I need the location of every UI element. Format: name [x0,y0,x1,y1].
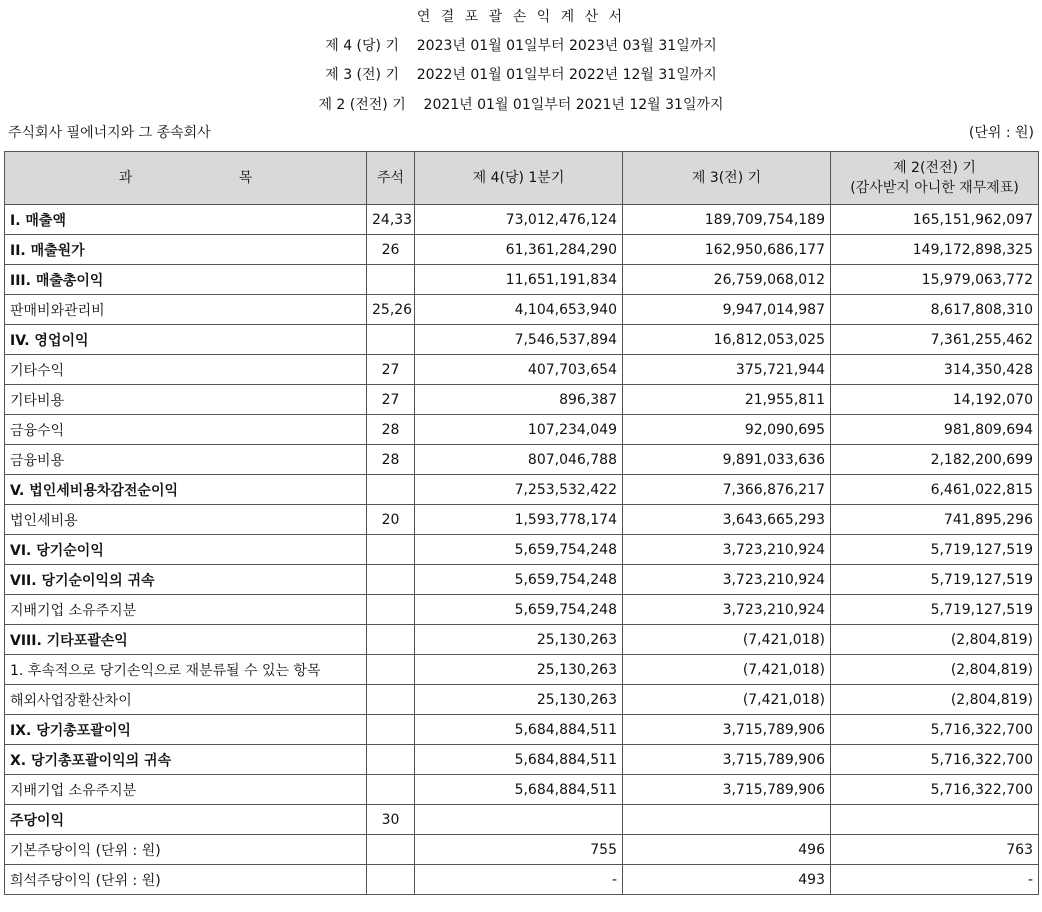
period-prior: 제 3 (전) 기 2022년 01월 01일부터 2022년 12월 31일까지 [325,67,717,83]
row-subject: VII. 당기순이익의 귀속 [5,565,367,595]
row-prior2-value: 981,809,694 [831,415,1039,445]
row-prior2-value: 5,716,322,700 [831,775,1039,805]
row-prior-value: 496 [623,835,831,865]
row-prior-value: 189,709,754,189 [623,205,831,235]
table-row [5,655,1039,685]
table-row [5,355,1039,385]
row-prior-value: 9,947,014,987 [623,295,831,325]
table-row [5,715,1039,745]
row-note [367,835,415,865]
row-subject: 금융비용 [5,445,367,475]
row-prior-value: 3,723,210,924 [623,535,831,565]
col-prior: 제 3(전) 기 [623,152,831,205]
col-subject: 과 목 [5,152,367,205]
row-prior2-value: (2,804,819) [831,655,1039,685]
row-current-value: 107,234,049 [415,415,623,445]
row-prior2-value: 5,719,127,519 [831,565,1039,595]
table-row [5,205,1039,235]
table-row [5,535,1039,565]
row-prior-value: 21,955,811 [623,385,831,415]
row-current-value [415,805,623,835]
period-current: 제 4 (당) 기 2023년 01월 01일부터 2023년 03월 31일까지 [325,38,717,54]
col-current: 제 4(당) 1분기 [415,152,623,205]
row-prior2-value: 5,716,322,700 [831,745,1039,775]
table-row [5,325,1039,355]
income-statement-table [4,151,1039,895]
row-current-value: 5,659,754,248 [415,535,623,565]
row-prior-value: (7,421,018) [623,625,831,655]
table-row [5,625,1039,655]
row-note: 25,26 [367,295,415,325]
row-subject: 금융수익 [5,415,367,445]
row-prior-value: 9,891,033,636 [623,445,831,475]
row-note: 28 [367,415,415,445]
row-prior2-value: 741,895,296 [831,505,1039,535]
row-subject: VIII. 기타포괄손익 [5,625,367,655]
row-prior2-value: 5,719,127,519 [831,595,1039,625]
row-prior2-value: 5,719,127,519 [831,535,1039,565]
row-prior2-value: (2,804,819) [831,625,1039,655]
col-prior2: 제 2(전전) 기 (감사받지 아니한 재무제표) [831,152,1039,205]
row-subject: 기본주당이익 (단위 : 원) [5,835,367,865]
row-prior-value: 92,090,695 [623,415,831,445]
table-row [5,595,1039,625]
table-header-row [5,152,1039,205]
table-row [5,835,1039,865]
row-subject: X. 당기총포괄이익의 귀속 [5,745,367,775]
row-subject: IX. 당기총포괄이익 [5,715,367,745]
statement-title: 연 결 포 괄 손 익 계 산 서 [416,9,626,25]
row-note: 20 [367,505,415,535]
row-current-value: 5,684,884,511 [415,745,623,775]
row-current-value: - [415,865,623,895]
row-prior-value: 375,721,944 [623,355,831,385]
table-row [5,805,1039,835]
row-subject: 기타비용 [5,385,367,415]
row-note [367,685,415,715]
row-subject: 법인세비용 [5,505,367,535]
row-note [367,655,415,685]
row-current-value: 61,361,284,290 [415,235,623,265]
row-subject: II. 매출원가 [5,235,367,265]
table-row [5,685,1039,715]
row-note [367,745,415,775]
row-prior2-value: 149,172,898,325 [831,235,1039,265]
row-prior-value: 7,366,876,217 [623,475,831,505]
table-row [5,295,1039,325]
row-prior2-value: (2,804,819) [831,685,1039,715]
row-current-value: 1,593,778,174 [415,505,623,535]
row-subject: 해외사업장환산차이 [5,685,367,715]
period-prior2: 제 2 (전전) 기 2021년 01월 01일부터 2021년 12월 31일까지 [318,97,724,113]
table-row [5,505,1039,535]
row-note [367,565,415,595]
row-prior2-value: 165,151,962,097 [831,205,1039,235]
col-note: 주석 [367,152,415,205]
row-current-value: 5,659,754,248 [415,565,623,595]
row-current-value: 5,684,884,511 [415,775,623,805]
table-row [5,385,1039,415]
row-current-value: 11,651,191,834 [415,265,623,295]
row-subject: 기타수익 [5,355,367,385]
row-current-value: 5,659,754,248 [415,595,623,625]
row-note [367,475,415,505]
row-current-value: 25,130,263 [415,625,623,655]
row-prior2-value: 7,361,255,462 [831,325,1039,355]
row-current-value: 73,012,476,124 [415,205,623,235]
row-prior2-value: 14,192,070 [831,385,1039,415]
row-prior-value: 162,950,686,177 [623,235,831,265]
row-prior2-value: 5,716,322,700 [831,715,1039,745]
row-current-value: 807,046,788 [415,445,623,475]
row-current-value: 25,130,263 [415,655,623,685]
row-note: 30 [367,805,415,835]
row-current-value: 896,387 [415,385,623,415]
table-row [5,475,1039,505]
row-note [367,715,415,745]
table-row [5,415,1039,445]
row-prior2-value: 314,350,428 [831,355,1039,385]
row-prior-value: 3,723,210,924 [623,595,831,625]
row-note [367,595,415,625]
row-prior2-value: 763 [831,835,1039,865]
row-prior2-value [831,805,1039,835]
row-prior-value: 16,812,053,025 [623,325,831,355]
row-note: 28 [367,445,415,475]
row-prior-value: 3,715,789,906 [623,775,831,805]
table-row [5,235,1039,265]
company-name: 주식회사 필에너지와 그 종속회사 [8,125,211,141]
row-subject: VI. 당기순이익 [5,535,367,565]
table-row [5,775,1039,805]
row-prior-value: 26,759,068,012 [623,265,831,295]
row-note [367,865,415,895]
row-prior-value [623,805,831,835]
row-note [367,325,415,355]
row-note [367,535,415,565]
row-current-value: 4,104,653,940 [415,295,623,325]
row-subject: 1. 후속적으로 당기손익으로 재분류될 수 있는 항목 [5,655,367,685]
row-note: 24,33 [367,205,415,235]
row-current-value: 5,684,884,511 [415,715,623,745]
row-subject: 희석주당이익 (단위 : 원) [5,865,367,895]
row-current-value: 7,546,537,894 [415,325,623,355]
table-row [5,445,1039,475]
row-subject: I. 매출액 [5,205,367,235]
row-subject: 지배기업 소유주지분 [5,775,367,805]
row-prior2-value: 15,979,063,772 [831,265,1039,295]
row-prior2-value: 2,182,200,699 [831,445,1039,475]
row-current-value: 755 [415,835,623,865]
table-row [5,865,1039,895]
row-subject: III. 매출총이익 [5,265,367,295]
row-prior-value: 3,715,789,906 [623,715,831,745]
row-prior-value: 493 [623,865,831,895]
table-row [5,565,1039,595]
row-subject: IV. 영업이익 [5,325,367,355]
row-prior2-value: 8,617,808,310 [831,295,1039,325]
row-prior-value: (7,421,018) [623,655,831,685]
row-prior2-value: 6,461,022,815 [831,475,1039,505]
row-prior-value: (7,421,018) [623,685,831,715]
row-note [367,625,415,655]
row-prior-value: 3,715,789,906 [623,745,831,775]
row-subject: 판매비와관리비 [5,295,367,325]
row-current-value: 25,130,263 [415,685,623,715]
row-subject: V. 법인세비용차감전순이익 [5,475,367,505]
row-prior2-value: - [831,865,1039,895]
row-note: 27 [367,385,415,415]
row-subject: 주당이익 [5,805,367,835]
row-note [367,265,415,295]
unit-label: (단위 : 원) [968,125,1034,141]
table-row [5,265,1039,295]
row-note: 27 [367,355,415,385]
row-subject: 지배기업 소유주지분 [5,595,367,625]
row-note [367,775,415,805]
row-prior-value: 3,723,210,924 [623,565,831,595]
row-current-value: 7,253,532,422 [415,475,623,505]
row-prior-value: 3,643,665,293 [623,505,831,535]
row-current-value: 407,703,654 [415,355,623,385]
table-row [5,745,1039,775]
row-note: 26 [367,235,415,265]
